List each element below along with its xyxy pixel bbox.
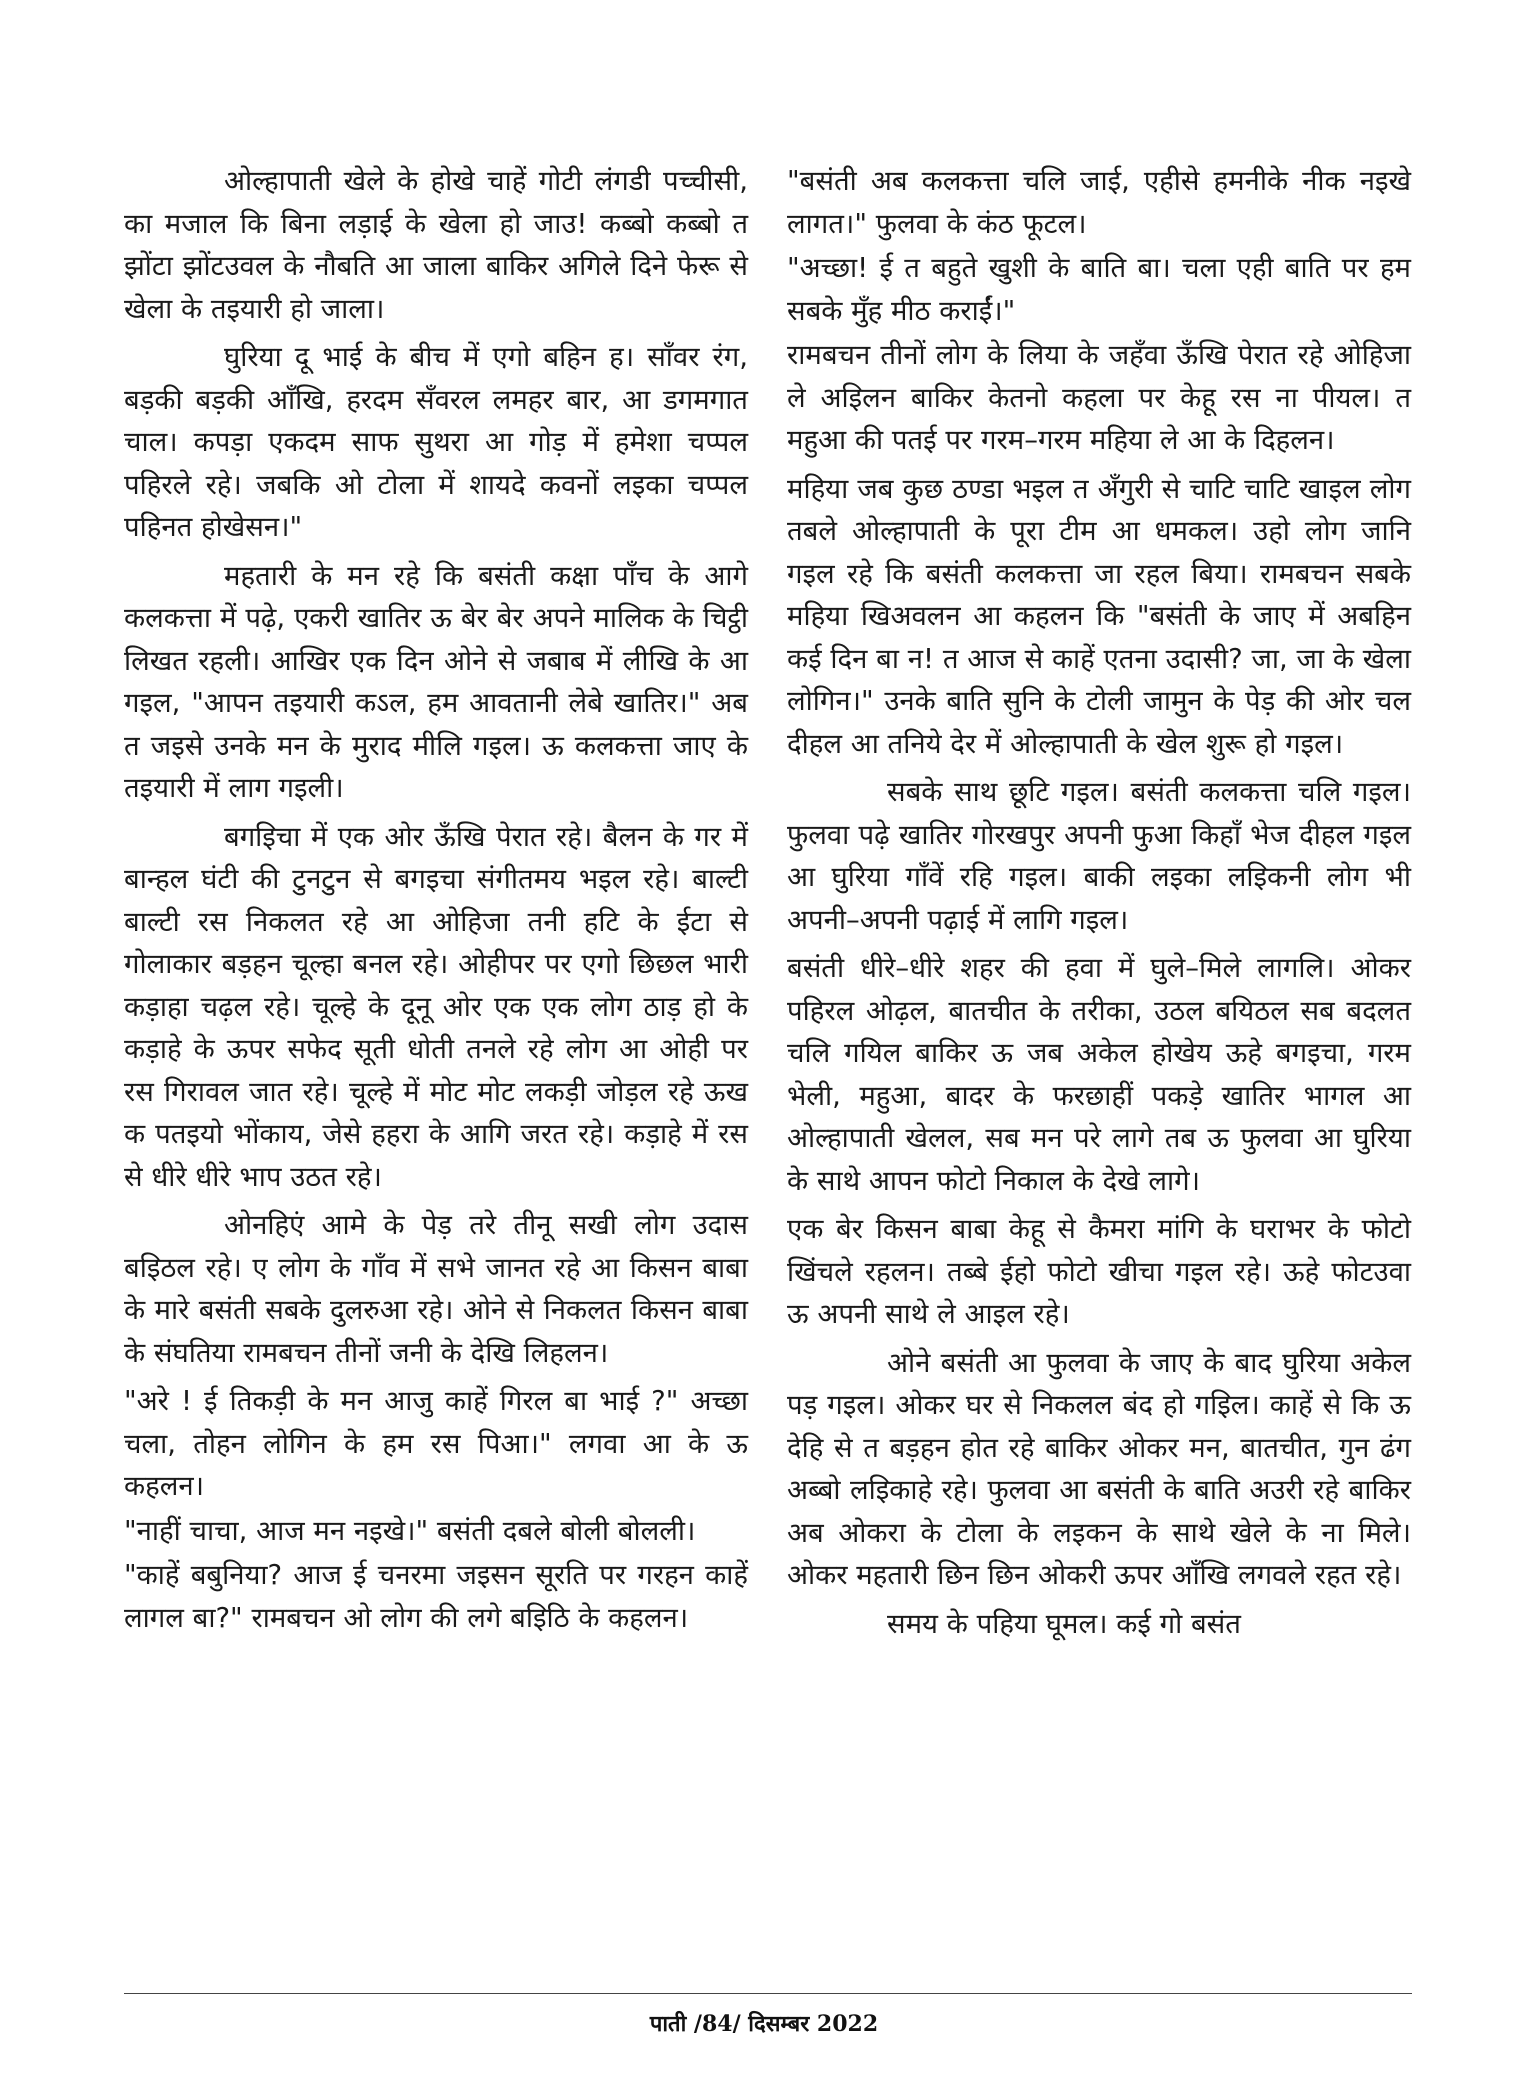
paragraph: महतारी के मन रहे कि बसंती कक्षा पाँच के आगे कलकत्ता में पढ़े, एकरी खातिर ऊ बेर बेर अपने मालिक के चिट्ठी लिखत रहली। आखिर एक दिन ओने से जबाब में लीखि के आ गइल, "आपन तइयारी कऽल, हम आवतानी लेबे खातिर।" अब त जइसे उनके मन के मुराद मीलि गइल। ऊ कलकत्ता जाए के तइयारी में लाग गइली।: [124, 559, 748, 804]
paragraph: बसंती धीरे–धीरे शहर की हवा में घुले–मिले लागलि। ओकर पहिरल ओढ़ल, बातचीत के तरीका, उठल बयिठल सब बदलत चलि गयिल बाकिर ऊ जब अकेल होखेय ऊहे बगइचा, गरम भेली, महुआ, बादर के फरछाहीं पकड़े खातिर भागल आ ओल्हापाती खेलल, सब मन परे लागे तब ऊ फुलवा आ घुरिया के साथे आपन फोटो निकाल के देखे लागे।: [787, 952, 1411, 1197]
dialogue-paragraph: "अरे ! ई तिकड़ी के मन आजु काहें गिरल बा भाई ?" अच्छा चला, तोहन लोगिन के हम रस पिआ।" लगवा आ के ऊ कहलन।: [124, 1385, 748, 1502]
paragraph: एक बेर किसन बाबा केहू से कैमरा मांगि के घराभर के फोटो खिंचले रहलन। तब्बे ईहो फोटो खीचा गइल रहे। ऊहे फोटउवा ऊ अपनी साथे ले आइल रहे।: [787, 1213, 1411, 1330]
paragraph: महिया जब कुछ ठण्डा भइल त अँगुरी से चाटि चाटि खाइल लोग तबले ओल्हापाती के पूरा टीम आ धमकल। उहो लोग जानि गइल रहे कि बसंती कलकत्ता जा रहल बिया। रामबचन सबके महिया खिअवलन आ कहलन कि "बसंती के जाए में अबहिन कई दिन बा न! त आज से काहें एतना उदासी? जा, जा के खेला लोगिन।" उनके बाति सुनि के टोली जामुन के पेड़ की ओर चल दीहल आ तनिये देर में ओल्हापाती के खेल शुरू हो गइल।: [787, 472, 1411, 760]
paragraph: घुरिया दू भाई के बीच में एगो बहिन ह। साँवर रंग, बड़की बड़की आँखि, हरदम सँवरल लमहर बार, आ डगमगात चाल। कपड़ा एकदम साफ सुथरा आ गोड़ में हमेशा चप्पल पहिरले रहे। जबकि ओ टोला में शायदे कवनों लइका चप्पल पहिनत होखेसन।": [124, 341, 748, 543]
footer-divider: [124, 1993, 1412, 1994]
paragraph: सबके साथ छूटि गइल। बसंती कलकत्ता चलि गइल। फुलवा पढ़े खातिर गोरखपुर अपनी फुआ किहाँ भेज दीहल गइल आ घुरिया गाँवें रहि गइल। बाकी लइका लइिकनी लोग भी अपनी–अपनी पढ़ाई में लागि गइल।: [787, 776, 1411, 936]
paragraph: ओनहिएं आमे के पेड़ तरे तीनू सखी लोग उदास बइिठल रहे। ए लोग के गाँव में सभे जानत रहे आ किसन बाबा के मारे बसंती सबके दुलरुआ रहे। ओने से निकलत किसन बाबा के संघतिया रामबचन तीनों जनी के देखि लिहलन।: [124, 1209, 748, 1369]
dialogue-paragraph: "नाहीं चाचा, आज मन नइखे।" बसंती दबले बोली बोलली।: [124, 1514, 696, 1547]
left-column: [124, 160, 748, 1641]
dialogue-paragraph: "बसंती अब कलकत्ता चलि जाई, एहीसे हमनीके नीक नइखे लागत।" फुलवा के कंठ फूटल।: [787, 165, 1411, 240]
paragraph: समय के पहिया घूमल। कई गो बसंत: [887, 1607, 1241, 1640]
paragraph: ओने बसंती आ फुलवा के जाए के बाद घुरिया अकेल पड़ गइल। ओकर घर से निकलल बंद हो गइिल। काहें से कि ऊ देहि से त बड़हन होत रहे बाकिर ओकर मन, बातचीत, गुन ढंग अब्बो लइिकाहे रहे। फुलवा आ बसंती के बाति अउरी रहे बाकिर अब ओकरा के टोला के लइकन के साथे खेले के ना मिले। ओकर महतारी छिन छिन ओकरी ऊपर आँखि लगवले रहत रहे।: [787, 1346, 1411, 1591]
right-column: [787, 160, 1411, 1651]
page-footer: पाती /84/ दिसम्बर 2022: [649, 2011, 879, 2037]
dialogue-paragraph: "काहें बबुनिया? आज ई चनरमा जइसन सूरति पर गरहन काहें लागल बा?" रामबचन ओ लोग की लगे बइिठि के कहलन।: [124, 1559, 748, 1634]
paragraph: ओल्हापाती खेले के होखे चाहें गोटी लंगडी पच्चीसी, का मजाल कि बिना लड़ाई के खेला हो जाउ! कब्बो कब्बो त झोंटा झोंटउवल के नौबति आ जाला बाकिर अगिले दिने फेरू से खेला के तइयारी हो जाला।: [124, 165, 748, 325]
dialogue-paragraph: "अच्छा! ई त बहुते खुशी के बाति बा। चला एही बाति पर हम सबके मुँह मीठ कराईं।": [787, 252, 1411, 327]
paragraph: बगइिचा में एक ओर ऊँखि पेरात रहे। बैलन के गर में बान्हल घंटी की टुनटुन से बगइचा संगीतमय भइल रहे। बाल्टी बाल्टी रस निकलत रहे आ ओहिजा तनी हटि के ईटा से गोलाकार बड़हन चूल्हा बनल रहे। ओहीपर पर एगो छिछल भारी कड़ाहा चढ़ल रहे। चूल्हे के दूनू ओर एक एक लोग ठाड़ हो के कड़ाहे के ऊपर सफेद सूती धोती तनले रहे लोग आ ओही पर रस गिरावल जात रहे। चूल्हे में मोट मोट लकड़ी जोड़ल रहे ऊख क पतइयो भोंकाय, जेसे हहरा के आगि जरत रहे। कड़ाहे में रस से धीरे धीरे भाप उठत रहे।: [124, 820, 748, 1193]
paragraph: रामबचन तीनों लोग के लिया के जहँवा ऊँखि पेरात रहे ओहिजा ले अइिलन बाकिर केतनो कहला पर केहू रस ना पीयल। त महुआ की पतई पर गरम–गरम महिया ले आ के दिहलन।: [787, 339, 1411, 456]
